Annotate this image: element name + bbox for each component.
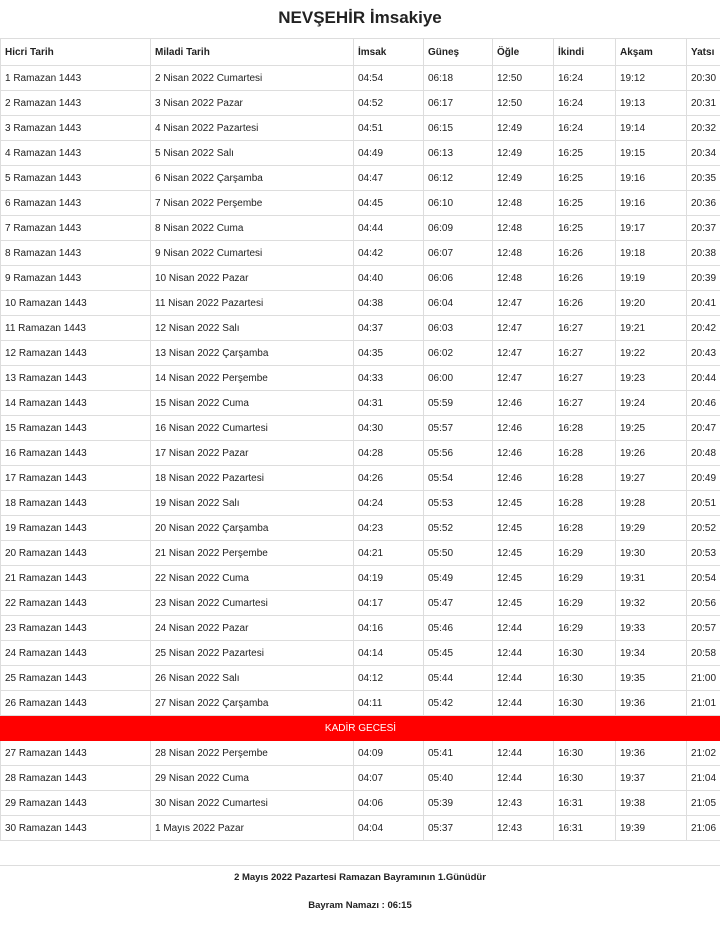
hicri-date-cell: 6 Ramazan 1443 — [1, 191, 151, 216]
aksam-cell: 19:23 — [616, 366, 687, 391]
gunes-cell: 06:06 — [424, 266, 493, 291]
ikindi-cell: 16:25 — [554, 191, 616, 216]
table-row — [1, 291, 720, 316]
aksam-cell: 19:32 — [616, 591, 687, 616]
miladi-date-cell: 4 Nisan 2022 Pazartesi — [151, 116, 354, 141]
table-row — [1, 666, 720, 691]
miladi-date-cell: 6 Nisan 2022 Çarşamba — [151, 166, 354, 191]
gunes-cell: 06:03 — [424, 316, 493, 341]
gunes-cell: 06:13 — [424, 141, 493, 166]
miladi-date-cell: 8 Nisan 2022 Cuma — [151, 216, 354, 241]
gunes-cell: 05:57 — [424, 416, 493, 441]
yatsi-cell: 20:49 — [687, 466, 720, 491]
table-row — [1, 516, 720, 541]
yatsi-cell: 20:31 — [687, 91, 720, 116]
column-header-miladi: Miladi Tarih — [151, 39, 354, 66]
ogle-cell: 12:49 — [493, 116, 554, 141]
gunes-cell: 05:45 — [424, 641, 493, 666]
gunes-cell: 06:09 — [424, 216, 493, 241]
hicri-date-cell: 26 Ramazan 1443 — [1, 691, 151, 716]
ikindi-cell: 16:29 — [554, 616, 616, 641]
ikindi-cell: 16:30 — [554, 691, 616, 716]
hicri-date-cell: 29 Ramazan 1443 — [1, 791, 151, 816]
imsak-cell: 04:51 — [354, 116, 424, 141]
miladi-date-cell: 29 Nisan 2022 Cuma — [151, 766, 354, 791]
table-body-after — [1, 741, 720, 841]
miladi-date-cell: 10 Nisan 2022 Pazar — [151, 266, 354, 291]
hicri-date-cell: 21 Ramazan 1443 — [1, 566, 151, 591]
table-row — [1, 341, 720, 366]
column-header-imsak: İmsak — [354, 39, 424, 66]
hicri-date-cell: 7 Ramazan 1443 — [1, 216, 151, 241]
miladi-date-cell: 20 Nisan 2022 Çarşamba — [151, 516, 354, 541]
gunes-cell: 05:47 — [424, 591, 493, 616]
yatsi-cell: 20:42 — [687, 316, 720, 341]
imsak-cell: 04:47 — [354, 166, 424, 191]
ogle-cell: 12:45 — [493, 541, 554, 566]
table-row — [1, 216, 720, 241]
imsak-cell: 04:12 — [354, 666, 424, 691]
column-header-yatsi: Yatsı — [687, 39, 720, 66]
yatsi-cell: 21:04 — [687, 766, 720, 791]
table-row — [1, 491, 720, 516]
ogle-cell: 12:44 — [493, 741, 554, 766]
yatsi-cell: 20:44 — [687, 366, 720, 391]
miladi-date-cell: 15 Nisan 2022 Cuma — [151, 391, 354, 416]
table-row — [1, 66, 720, 91]
imsak-cell: 04:23 — [354, 516, 424, 541]
gunes-cell: 05:44 — [424, 666, 493, 691]
ikindi-cell: 16:30 — [554, 766, 616, 791]
yatsi-cell: 20:36 — [687, 191, 720, 216]
aksam-cell: 19:14 — [616, 116, 687, 141]
gunes-cell: 06:17 — [424, 91, 493, 116]
table-body-before — [1, 66, 720, 716]
gunes-cell: 06:00 — [424, 366, 493, 391]
ogle-cell: 12:49 — [493, 141, 554, 166]
column-header-ogle: Öğle — [493, 39, 554, 66]
imsak-cell: 04:54 — [354, 66, 424, 91]
imsak-cell: 04:45 — [354, 191, 424, 216]
gunes-cell: 06:02 — [424, 341, 493, 366]
gunes-cell: 05:59 — [424, 391, 493, 416]
gunes-cell: 05:39 — [424, 791, 493, 816]
kadir-gecesi-row — [1, 716, 720, 741]
ogle-cell: 12:43 — [493, 791, 554, 816]
ogle-cell: 12:47 — [493, 341, 554, 366]
yatsi-cell: 21:05 — [687, 791, 720, 816]
gunes-cell: 05:40 — [424, 766, 493, 791]
table-header-row — [1, 39, 720, 66]
yatsi-cell: 21:02 — [687, 741, 720, 766]
aksam-cell: 19:36 — [616, 741, 687, 766]
miladi-date-cell: 5 Nisan 2022 Salı — [151, 141, 354, 166]
miladi-date-cell: 2 Nisan 2022 Cumartesi — [151, 66, 354, 91]
gunes-cell: 06:12 — [424, 166, 493, 191]
hicri-date-cell: 23 Ramazan 1443 — [1, 616, 151, 641]
miladi-date-cell: 24 Nisan 2022 Pazar — [151, 616, 354, 641]
imsak-cell: 04:09 — [354, 741, 424, 766]
table-row — [1, 591, 720, 616]
ikindi-cell: 16:27 — [554, 366, 616, 391]
table-row — [1, 366, 720, 391]
gunes-cell: 05:49 — [424, 566, 493, 591]
ikindi-cell: 16:24 — [554, 66, 616, 91]
table-row — [1, 391, 720, 416]
column-header-hicri: Hicri Tarih — [1, 39, 151, 66]
hicri-date-cell: 11 Ramazan 1443 — [1, 316, 151, 341]
yatsi-cell: 21:01 — [687, 691, 720, 716]
column-header-aksam: Akşam — [616, 39, 687, 66]
imsak-cell: 04:16 — [354, 616, 424, 641]
gunes-cell: 06:07 — [424, 241, 493, 266]
table-row — [1, 316, 720, 341]
ikindi-cell: 16:25 — [554, 141, 616, 166]
imsak-cell: 04:52 — [354, 91, 424, 116]
ogle-cell: 12:45 — [493, 516, 554, 541]
miladi-date-cell: 9 Nisan 2022 Cumartesi — [151, 241, 354, 266]
ikindi-cell: 16:30 — [554, 641, 616, 666]
table-row — [1, 741, 720, 766]
hicri-date-cell: 19 Ramazan 1443 — [1, 516, 151, 541]
gunes-cell: 05:56 — [424, 441, 493, 466]
kadir-gecesi-label: KADİR GECESİ — [1, 716, 720, 741]
hicri-date-cell: 25 Ramazan 1443 — [1, 666, 151, 691]
yatsi-cell: 20:47 — [687, 416, 720, 441]
aksam-cell: 19:29 — [616, 516, 687, 541]
table-row — [1, 416, 720, 441]
table-row — [1, 816, 720, 841]
table-row — [1, 91, 720, 116]
gunes-cell: 05:52 — [424, 516, 493, 541]
yatsi-cell: 20:58 — [687, 641, 720, 666]
aksam-cell: 19:22 — [616, 341, 687, 366]
hicri-date-cell: 22 Ramazan 1443 — [1, 591, 151, 616]
imsak-cell: 04:14 — [354, 641, 424, 666]
aksam-cell: 19:38 — [616, 791, 687, 816]
imsak-cell: 04:33 — [354, 366, 424, 391]
imsak-cell: 04:11 — [354, 691, 424, 716]
miladi-date-cell: 25 Nisan 2022 Pazartesi — [151, 641, 354, 666]
yatsi-cell: 20:37 — [687, 216, 720, 241]
aksam-cell: 19:37 — [616, 766, 687, 791]
hicri-date-cell: 13 Ramazan 1443 — [1, 366, 151, 391]
yatsi-cell: 21:06 — [687, 816, 720, 841]
miladi-date-cell: 7 Nisan 2022 Perşembe — [151, 191, 354, 216]
ikindi-cell: 16:30 — [554, 741, 616, 766]
ikindi-cell: 16:31 — [554, 816, 616, 841]
yatsi-cell: 20:46 — [687, 391, 720, 416]
yatsi-cell: 20:56 — [687, 591, 720, 616]
imsak-cell: 04:17 — [354, 591, 424, 616]
imsak-cell: 04:37 — [354, 316, 424, 341]
ogle-cell: 12:45 — [493, 491, 554, 516]
aksam-cell: 19:16 — [616, 191, 687, 216]
miladi-date-cell: 1 Mayıs 2022 Pazar — [151, 816, 354, 841]
table-row — [1, 141, 720, 166]
imsak-cell: 04:42 — [354, 241, 424, 266]
ikindi-cell: 16:24 — [554, 116, 616, 141]
imsak-cell: 04:40 — [354, 266, 424, 291]
aksam-cell: 19:21 — [616, 316, 687, 341]
bayram-note: 2 Mayıs 2022 Pazartesi Ramazan Bayramının 1.Günüdür — [234, 872, 486, 883]
hicri-date-cell: 3 Ramazan 1443 — [1, 116, 151, 141]
miladi-date-cell: 28 Nisan 2022 Perşembe — [151, 741, 354, 766]
imsak-cell: 04:07 — [354, 766, 424, 791]
table-row — [1, 541, 720, 566]
gunes-cell: 05:46 — [424, 616, 493, 641]
miladi-date-cell: 26 Nisan 2022 Salı — [151, 666, 354, 691]
miladi-date-cell: 22 Nisan 2022 Cuma — [151, 566, 354, 591]
yatsi-cell: 20:43 — [687, 341, 720, 366]
ogle-cell: 12:45 — [493, 566, 554, 591]
imsak-cell: 04:49 — [354, 141, 424, 166]
table-row — [1, 266, 720, 291]
yatsi-cell: 20:48 — [687, 441, 720, 466]
ogle-cell: 12:48 — [493, 216, 554, 241]
aksam-cell: 19:30 — [616, 541, 687, 566]
hicri-date-cell: 24 Ramazan 1443 — [1, 641, 151, 666]
ikindi-cell: 16:25 — [554, 166, 616, 191]
yatsi-cell: 20:57 — [687, 616, 720, 641]
aksam-cell: 19:27 — [616, 466, 687, 491]
table-row — [1, 641, 720, 666]
footer — [0, 865, 720, 920]
table-row — [1, 166, 720, 191]
ogle-cell: 12:47 — [493, 316, 554, 341]
page-title: NEVŞEHİR İmsakiye — [278, 8, 442, 27]
table-row — [1, 241, 720, 266]
imsak-cell: 04:24 — [354, 491, 424, 516]
imsak-cell: 04:26 — [354, 466, 424, 491]
hicri-date-cell: 9 Ramazan 1443 — [1, 266, 151, 291]
miladi-date-cell: 11 Nisan 2022 Pazartesi — [151, 291, 354, 316]
hicri-date-cell: 10 Ramazan 1443 — [1, 291, 151, 316]
miladi-date-cell: 21 Nisan 2022 Perşembe — [151, 541, 354, 566]
aksam-cell: 19:35 — [616, 666, 687, 691]
ogle-cell: 12:44 — [493, 766, 554, 791]
aksam-cell: 19:36 — [616, 691, 687, 716]
table-row — [1, 691, 720, 716]
hicri-date-cell: 4 Ramazan 1443 — [1, 141, 151, 166]
table-row — [1, 191, 720, 216]
gunes-cell: 06:15 — [424, 116, 493, 141]
aksam-cell: 19:39 — [616, 816, 687, 841]
gunes-cell: 06:18 — [424, 66, 493, 91]
imsak-cell: 04:44 — [354, 216, 424, 241]
aksam-cell: 19:24 — [616, 391, 687, 416]
hicri-date-cell: 5 Ramazan 1443 — [1, 166, 151, 191]
hicri-date-cell: 17 Ramazan 1443 — [1, 466, 151, 491]
ikindi-cell: 16:28 — [554, 466, 616, 491]
hicri-date-cell: 1 Ramazan 1443 — [1, 66, 151, 91]
hicri-date-cell: 12 Ramazan 1443 — [1, 341, 151, 366]
ogle-cell: 12:46 — [493, 466, 554, 491]
imsak-cell: 04:30 — [354, 416, 424, 441]
column-header-gunes: Güneş — [424, 39, 493, 66]
yatsi-cell: 20:52 — [687, 516, 720, 541]
ogle-cell: 12:44 — [493, 666, 554, 691]
ogle-cell: 12:48 — [493, 241, 554, 266]
imsak-cell: 04:06 — [354, 791, 424, 816]
ikindi-cell: 16:29 — [554, 566, 616, 591]
table-row — [1, 616, 720, 641]
yatsi-cell: 20:30 — [687, 66, 720, 91]
hicri-date-cell: 8 Ramazan 1443 — [1, 241, 151, 266]
table-body-special — [1, 716, 720, 741]
hicri-date-cell: 30 Ramazan 1443 — [1, 816, 151, 841]
hicri-date-cell: 20 Ramazan 1443 — [1, 541, 151, 566]
ogle-cell: 12:43 — [493, 816, 554, 841]
ogle-cell: 12:48 — [493, 191, 554, 216]
miladi-date-cell: 27 Nisan 2022 Çarşamba — [151, 691, 354, 716]
ogle-cell: 12:46 — [493, 391, 554, 416]
imsak-cell: 04:04 — [354, 816, 424, 841]
yatsi-cell: 20:51 — [687, 491, 720, 516]
miladi-date-cell: 18 Nisan 2022 Pazartesi — [151, 466, 354, 491]
ogle-cell: 12:46 — [493, 441, 554, 466]
table-row — [1, 441, 720, 466]
miladi-date-cell: 19 Nisan 2022 Salı — [151, 491, 354, 516]
imsak-cell: 04:31 — [354, 391, 424, 416]
gunes-cell: 05:42 — [424, 691, 493, 716]
table-row — [1, 566, 720, 591]
ogle-cell: 12:45 — [493, 591, 554, 616]
aksam-cell: 19:13 — [616, 91, 687, 116]
column-header-ikindi: İkindi — [554, 39, 616, 66]
gunes-cell: 05:50 — [424, 541, 493, 566]
yatsi-cell: 20:34 — [687, 141, 720, 166]
ikindi-cell: 16:28 — [554, 516, 616, 541]
miladi-date-cell: 16 Nisan 2022 Cumartesi — [151, 416, 354, 441]
aksam-cell: 19:15 — [616, 141, 687, 166]
ikindi-cell: 16:28 — [554, 491, 616, 516]
ikindi-cell: 16:28 — [554, 416, 616, 441]
ikindi-cell: 16:28 — [554, 441, 616, 466]
aksam-cell: 19:34 — [616, 641, 687, 666]
gunes-cell: 05:53 — [424, 491, 493, 516]
imsak-cell: 04:38 — [354, 291, 424, 316]
miladi-date-cell: 23 Nisan 2022 Cumartesi — [151, 591, 354, 616]
aksam-cell: 19:28 — [616, 491, 687, 516]
ikindi-cell: 16:26 — [554, 241, 616, 266]
ogle-cell: 12:48 — [493, 266, 554, 291]
ogle-cell: 12:46 — [493, 416, 554, 441]
ogle-cell: 12:50 — [493, 91, 554, 116]
ikindi-cell: 16:29 — [554, 541, 616, 566]
gunes-cell: 06:10 — [424, 191, 493, 216]
imsak-cell: 04:35 — [354, 341, 424, 366]
aksam-cell: 19:20 — [616, 291, 687, 316]
table-row — [1, 766, 720, 791]
ogle-cell: 12:47 — [493, 366, 554, 391]
yatsi-cell: 20:35 — [687, 166, 720, 191]
table-row — [1, 466, 720, 491]
yatsi-cell: 20:53 — [687, 541, 720, 566]
gunes-cell: 05:54 — [424, 466, 493, 491]
miladi-date-cell: 17 Nisan 2022 Pazar — [151, 441, 354, 466]
ogle-cell: 12:47 — [493, 291, 554, 316]
ikindi-cell: 16:27 — [554, 341, 616, 366]
hicri-date-cell: 16 Ramazan 1443 — [1, 441, 151, 466]
miladi-date-cell: 14 Nisan 2022 Perşembe — [151, 366, 354, 391]
miladi-date-cell: 30 Nisan 2022 Cumartesi — [151, 791, 354, 816]
aksam-cell: 19:17 — [616, 216, 687, 241]
yatsi-cell: 20:54 — [687, 566, 720, 591]
ikindi-cell: 16:25 — [554, 216, 616, 241]
yatsi-cell: 20:32 — [687, 116, 720, 141]
hicri-date-cell: 28 Ramazan 1443 — [1, 766, 151, 791]
gunes-cell: 05:41 — [424, 741, 493, 766]
imsak-cell: 04:21 — [354, 541, 424, 566]
ikindi-cell: 16:24 — [554, 91, 616, 116]
aksam-cell: 19:18 — [616, 241, 687, 266]
hicri-date-cell: 14 Ramazan 1443 — [1, 391, 151, 416]
ikindi-cell: 16:31 — [554, 791, 616, 816]
hicri-date-cell: 27 Ramazan 1443 — [1, 741, 151, 766]
imsak-cell: 04:28 — [354, 441, 424, 466]
miladi-date-cell: 3 Nisan 2022 Pazar — [151, 91, 354, 116]
bayram-namazi: Bayram Namazı : 06:15 — [308, 900, 412, 911]
ikindi-cell: 16:26 — [554, 291, 616, 316]
ogle-cell: 12:49 — [493, 166, 554, 191]
gunes-cell: 06:04 — [424, 291, 493, 316]
aksam-cell: 19:31 — [616, 566, 687, 591]
table-row — [1, 116, 720, 141]
ikindi-cell: 16:26 — [554, 266, 616, 291]
yatsi-cell: 20:41 — [687, 291, 720, 316]
yatsi-cell: 20:39 — [687, 266, 720, 291]
aksam-cell: 19:25 — [616, 416, 687, 441]
aksam-cell: 19:26 — [616, 441, 687, 466]
yatsi-cell: 21:00 — [687, 666, 720, 691]
ikindi-cell: 16:29 — [554, 591, 616, 616]
miladi-date-cell: 13 Nisan 2022 Çarşamba — [151, 341, 354, 366]
ogle-cell: 12:44 — [493, 691, 554, 716]
miladi-date-cell: 12 Nisan 2022 Salı — [151, 316, 354, 341]
ikindi-cell: 16:27 — [554, 391, 616, 416]
ogle-cell: 12:44 — [493, 641, 554, 666]
ikindi-cell: 16:27 — [554, 316, 616, 341]
yatsi-cell: 20:38 — [687, 241, 720, 266]
imsak-cell: 04:19 — [354, 566, 424, 591]
table-row — [1, 791, 720, 816]
hicri-date-cell: 18 Ramazan 1443 — [1, 491, 151, 516]
gunes-cell: 05:37 — [424, 816, 493, 841]
aksam-cell: 19:16 — [616, 166, 687, 191]
hicri-date-cell: 15 Ramazan 1443 — [1, 416, 151, 441]
ogle-cell: 12:44 — [493, 616, 554, 641]
hicri-date-cell: 2 Ramazan 1443 — [1, 91, 151, 116]
imsakiye-table — [0, 38, 720, 841]
aksam-cell: 19:12 — [616, 66, 687, 91]
ogle-cell: 12:50 — [493, 66, 554, 91]
aksam-cell: 19:33 — [616, 616, 687, 641]
ikindi-cell: 16:30 — [554, 666, 616, 691]
aksam-cell: 19:19 — [616, 266, 687, 291]
